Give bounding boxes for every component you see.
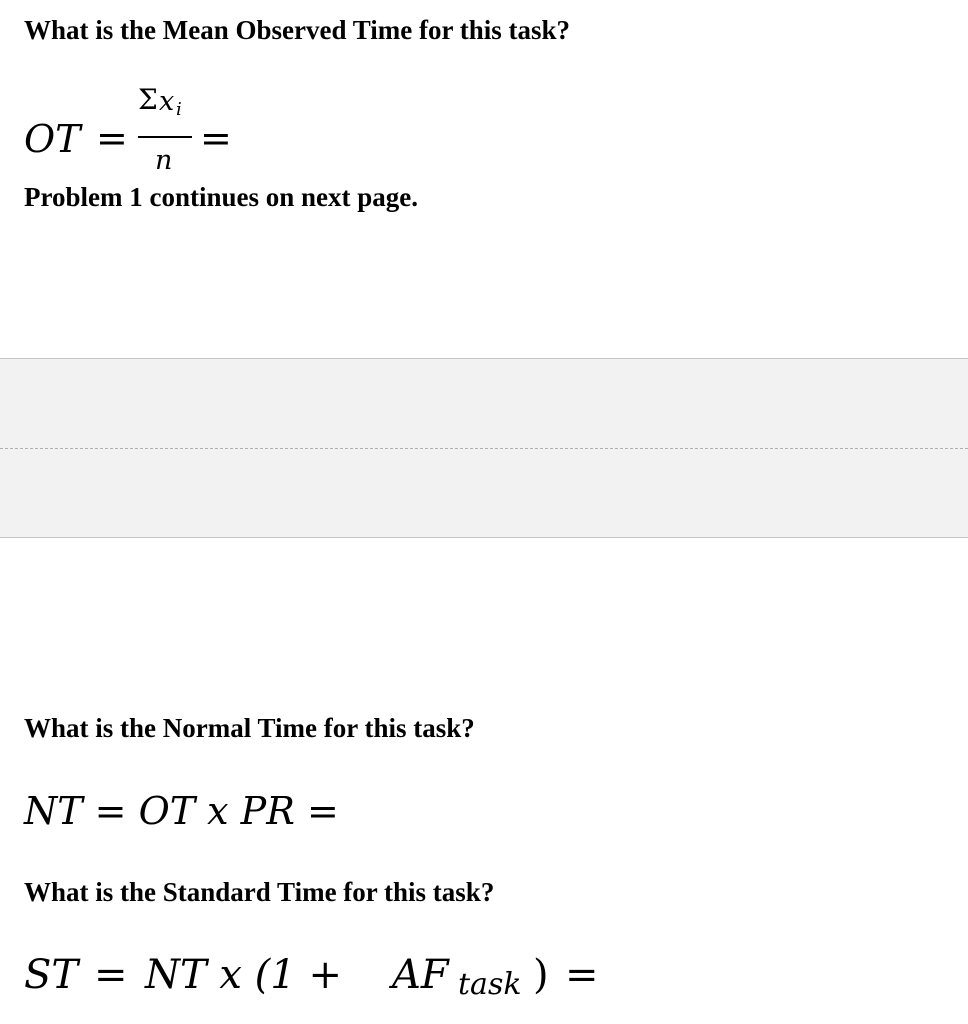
denominator-n: n xyxy=(155,145,173,176)
equals-sign: = xyxy=(200,116,232,160)
formula-af: AF xyxy=(392,952,449,998)
numerator-x: x xyxy=(159,86,175,117)
page-break-dashed-line xyxy=(0,448,968,449)
formula-subscript-task: task xyxy=(458,967,522,1002)
question-normal-time: What is the Normal Time for this task? xyxy=(24,713,475,743)
equals-sign: = xyxy=(96,116,128,160)
fraction-bar xyxy=(138,136,192,138)
formula-lhs-ot: OT xyxy=(24,117,81,161)
formula-lhs-st: ST xyxy=(24,952,79,998)
equals-sign: = xyxy=(565,952,599,998)
formula-normal-time: NT = OT x PR = xyxy=(24,789,339,833)
formula-rhs-nt: NT x (1 + xyxy=(145,952,355,998)
question-standard-time: What is the Standard Time for this task? xyxy=(24,877,495,907)
numerator-subscript-i: i xyxy=(176,99,182,120)
page-break xyxy=(0,358,968,538)
continue-note: Problem 1 continues on next page. xyxy=(24,182,419,212)
question-mean-observed-time: What is the Mean Observed Time for this task? xyxy=(24,15,571,45)
formula-close-paren: ) xyxy=(533,952,549,998)
equals-sign: = xyxy=(94,952,128,998)
sigma-symbol: Σ xyxy=(138,83,158,116)
